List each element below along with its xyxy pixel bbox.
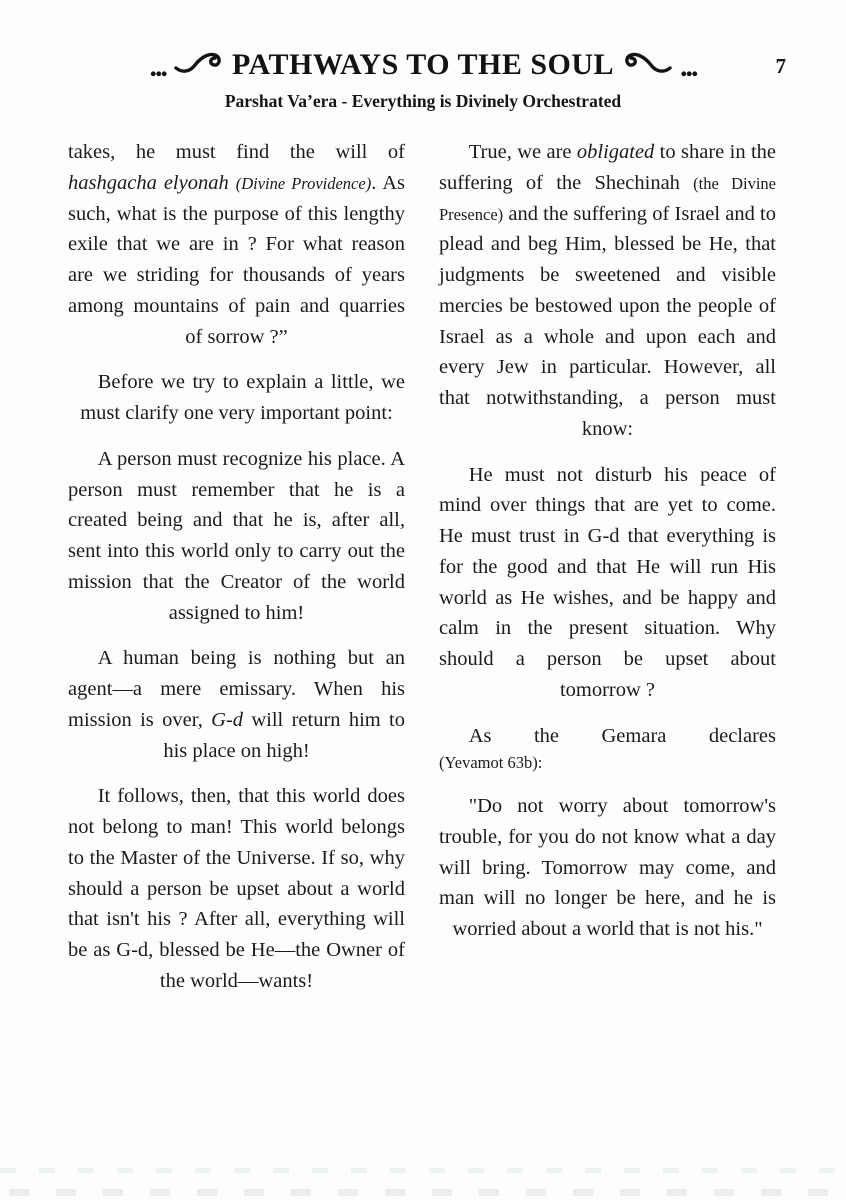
text-run: takes, he must find the will of <box>68 141 405 163</box>
text-run: to share in the suffering of the Shechinah <box>439 141 776 194</box>
text-run: G-d <box>211 708 244 731</box>
scan-noise-row <box>0 1189 846 1196</box>
text-run: obligated <box>576 141 655 163</box>
text-run: (Divine Providence) <box>235 173 372 193</box>
text-run: (the Divine Presence) <box>439 173 776 224</box>
text-run: "Do not worry about tomorrow's trouble, for you do not know what a day will bring. Tomorrow may come, and man will no longer be here, and he is worried about a world that is not his." <box>439 795 776 940</box>
paragraph <box>68 444 405 629</box>
paragraph <box>439 791 776 945</box>
text-run: . As such, what is the purpose of this lengthy exile that we are in ? For what reason are we striding for thousands of years among mountains of pain and quarries of sorrow ?” <box>68 171 405 348</box>
flourish-right-icon <box>622 50 672 78</box>
text-run: and the suffering of Israel and to plead and beg Him, blessed be He, that judgments be sweetened and visible mercies be bestowed upon the people of Israel as a whole and upon each and every Jew in particular. However, all that notwithstanding, a person must know: <box>439 202 776 440</box>
paragraph <box>439 460 776 706</box>
text-run: Before we try to explain a little, we must clarify one very important point: <box>80 371 405 424</box>
paragraph <box>68 137 405 352</box>
text-run: will return him to his place on high! <box>163 708 405 762</box>
text-run: (Yevamot 63b): <box>439 753 543 773</box>
paragraph <box>68 643 405 766</box>
right-column <box>439 137 776 1012</box>
paragraph <box>68 781 405 996</box>
flourish-left-icon <box>174 50 224 78</box>
left-column <box>68 137 405 1012</box>
scan-noise-band <box>0 1156 846 1200</box>
text-run: As the Gemara declares <box>468 724 776 747</box>
scan-noise-row <box>0 1168 846 1173</box>
text-run: True, we are <box>468 141 577 163</box>
text-run: hashgacha elyonah <box>68 171 229 194</box>
title-row <box>0 44 846 84</box>
text-run: He must not disturb his peace of mind over things that are yet to come. He must trust in G-d that everything is for the good and that He will run His world as He wishes, and be happy and calm in the present situation. Why should a person be upset about tomorrow ? <box>439 463 776 701</box>
text-run <box>229 172 236 194</box>
page-header <box>0 0 846 112</box>
ellipsis-ornament-left: ... <box>149 50 166 83</box>
text-run: It follows, then, that this world does not belong to man! This world belongs to the Master of the Universe. If so, why should a person be upset about a world that isn't his ? After all, everything will be as G-d, blessed be He—the Owner of the world—wants! <box>68 785 405 992</box>
page-subtitle: Parshat Va’era - Everything is Divinely Orchestrated <box>224 91 622 111</box>
page-number: 7 <box>775 54 786 78</box>
ellipsis-ornament-right: ... <box>680 50 697 83</box>
text-run: A person must recognize his place. A person must remember that he is a created being and that he is, after all, sent into this world only to carry out the mission that the Creator of the world assigned to him! <box>68 447 405 624</box>
paragraph <box>68 367 405 429</box>
text-run: A human being is nothing but an agent—a mere emissary. When his mission is over, <box>68 647 405 731</box>
paragraph <box>439 721 776 777</box>
paragraph <box>439 137 776 445</box>
page-title: PATHWAYS TO THE SOUL <box>231 47 615 81</box>
text-columns <box>0 112 846 1012</box>
